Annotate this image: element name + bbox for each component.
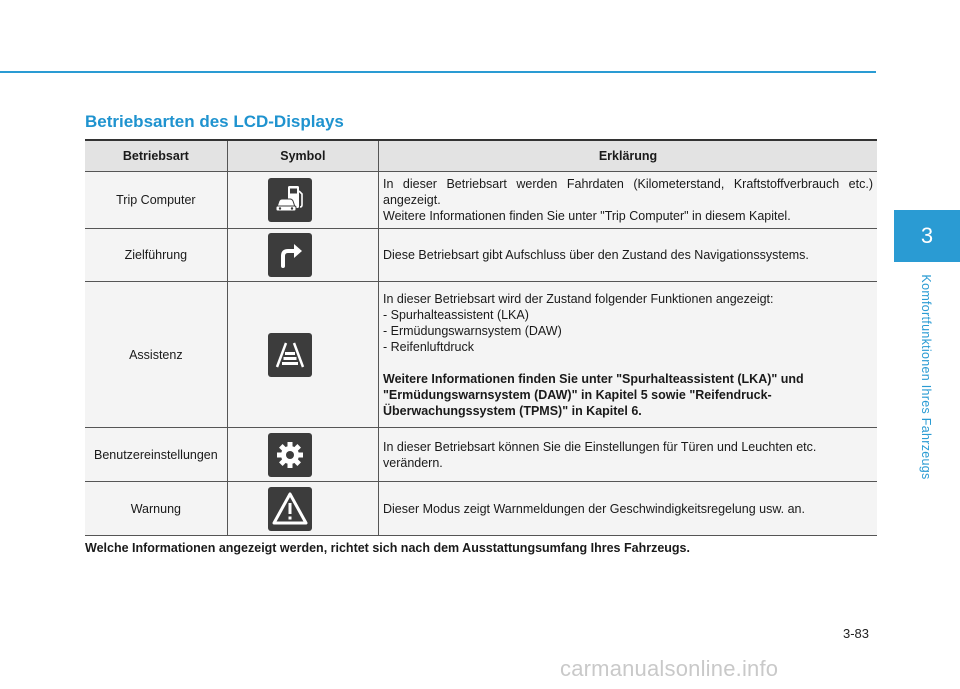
mode-cell: Benutzereinstellungen xyxy=(85,428,227,482)
chapter-label xyxy=(914,262,938,492)
fuel-pump-car-icon xyxy=(268,178,312,222)
table-row xyxy=(85,172,877,229)
symbol-cell xyxy=(227,172,378,229)
header-description: Erklärung xyxy=(379,140,878,172)
table-row xyxy=(85,482,877,536)
turn-arrow-icon xyxy=(268,233,312,277)
table-row xyxy=(85,282,877,428)
symbol-cell xyxy=(227,428,378,482)
mode-cell: Zielführung xyxy=(85,229,227,282)
header-mode: Betriebsart xyxy=(85,140,227,172)
table-row xyxy=(85,428,877,482)
warning-triangle-icon xyxy=(268,487,312,531)
lane-assist-icon xyxy=(268,333,312,377)
symbol-cell xyxy=(227,482,378,536)
description-line: - Reifenluftdruck xyxy=(383,339,475,354)
description-line: In dieser Betriebsart werden Fahrdaten (Kilometerstand, Kraftstoffverbrauch etc.) angezeigt. xyxy=(383,177,873,207)
section-title: Betriebsarten des LCD-Displays xyxy=(85,112,344,131)
description-cell xyxy=(379,428,878,482)
symbol-cell xyxy=(227,229,378,282)
modes-table xyxy=(85,139,877,536)
header-symbol: Symbol xyxy=(227,140,378,172)
description-line: Diese Betriebsart gibt Aufschluss über den Zustand des Navigationssystems. xyxy=(383,248,809,262)
description-line: In dieser Betriebsart wird der Zustand folgender Funktionen angezeigt: xyxy=(383,291,774,306)
mode-cell: Trip Computer xyxy=(85,172,227,229)
top-rule xyxy=(0,71,876,73)
mode-cell: Assistenz xyxy=(85,282,227,428)
watermark: carmanualsonline.info xyxy=(560,656,779,681)
description-cell xyxy=(379,229,878,282)
description-cell xyxy=(379,282,878,428)
description-line: - Ermüdungswarnsystem (DAW) xyxy=(383,323,562,338)
description-cell xyxy=(379,172,878,229)
mode-cell: Warnung xyxy=(85,482,227,536)
table-row xyxy=(85,229,877,282)
description-line: In dieser Betriebsart können Sie die Einstellungen für Türen und Leuchten etc. verändern. xyxy=(383,439,817,470)
page-number: 3-83 xyxy=(843,626,870,641)
table-header-row xyxy=(85,140,877,172)
description-line: Weitere Informationen finden Sie unter "Trip Computer" in diesem Kapitel. xyxy=(383,209,791,223)
footnote: Welche Informationen angezeigt werden, richtet sich nach dem Ausstattungsumfang Ihres Fahrzeugs. xyxy=(85,541,690,555)
chapter-tab xyxy=(894,210,960,262)
description-line: - Spurhalteassistent (LKA) xyxy=(383,307,529,322)
description-line: Dieser Modus zeigt Warnmeldungen der Geschwindigkeitsregelung usw. an. xyxy=(383,501,805,516)
description-note: Weitere Informationen finden Sie unter "Spurhalteassistent (LKA)" und "Ermüdungswarnsystem (DAW)" in Kapitel 5 sowie "Reifendruck-Überwachungssystem (TPMS)" in Kapitel 6. xyxy=(383,371,804,418)
symbol-cell xyxy=(227,282,378,428)
gear-icon xyxy=(268,433,312,477)
chapter-number: 3 xyxy=(920,223,934,248)
description-cell xyxy=(379,482,878,536)
chapter-title: Komfortfunktionen Ihres Fahrzeugs xyxy=(919,274,933,480)
